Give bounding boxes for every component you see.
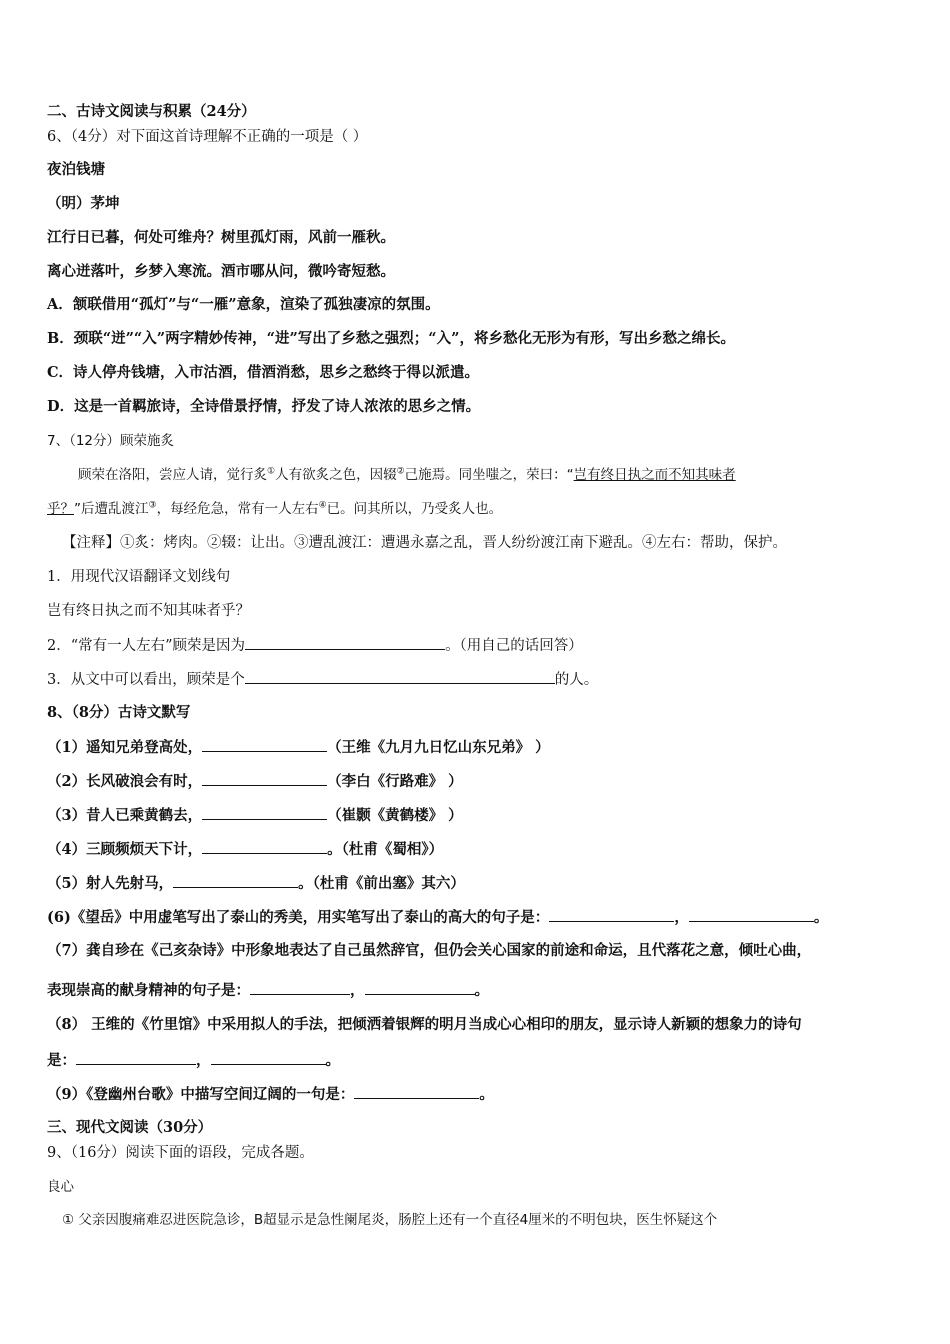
q7-passage-line-2: 乎？”后遭乱渡江③，每经危急，常有一人左右④已。问其所以，乃受炙人也。: [47, 500, 503, 517]
underlined-sentence-end: 乎？: [47, 501, 74, 517]
q7-sub-1-sentence: 岂有终日执之而不知其味者乎？: [47, 603, 250, 619]
answer-blank[interactable]: [245, 669, 555, 684]
answer-blank[interactable]: [689, 907, 814, 922]
q6-option-b: B．颈联“迸”“入”两字精妙传神，“进”写出了乡愁之强烈；“入”，将乡愁化无形为有形，写出乡愁之绵长。: [47, 330, 735, 347]
q6-option-d: D．这是一首羁旅诗，全诗借景抒情，抒发了诗人浓浓的思乡之情。: [47, 398, 481, 415]
section-3-title: 三、现代文阅读（30分）: [47, 1119, 213, 1136]
q8-item-6: (6)《望岳》中用虚笔写出了泰山的秀美，用实笔写出了泰山的高大的句子是： ， 。: [47, 909, 829, 926]
q7-passage-line-1: 顾荣在洛阳，尝应人请，觉行炙①人有欲炙之色，因辍②己施焉。同坐嗤之，荣曰：“岂有终日执之而不知其味者: [78, 466, 736, 483]
q8-item-7-line-2: 表现崇高的献身精神的句子是： ， 。: [47, 982, 489, 999]
poem-line-2: 离心迸落叶，乡梦入寒流。酒市哪从问，微吟寄短愁。: [47, 264, 395, 280]
answer-blank[interactable]: [202, 737, 327, 752]
answer-blank[interactable]: [76, 1050, 196, 1065]
q9-stem: 9、（16分）阅读下面的语段，完成各题。: [47, 1145, 314, 1161]
q7-stem: 7、（12分）顾荣施炙: [47, 433, 175, 449]
underlined-sentence: 岂有终日执之而不知其味者: [573, 467, 736, 483]
answer-blank[interactable]: [354, 1084, 479, 1099]
section-2-title: 二、古诗文阅读与积累（24分）: [47, 103, 256, 120]
q8-item-3: （3）昔人已乘黄鹤去， （崔颢《黄鹤楼》 ）: [47, 807, 463, 824]
answer-blank[interactable]: [211, 1050, 326, 1065]
q8-item-8-line-1: （8） 王维的《竹里馆》中采用拟人的手法，把倾洒着银辉的明月当成心心相印的朋友，显示诗人新颖的想象力的诗句: [47, 1016, 802, 1033]
q6-option-a: A．颔联借用“孤灯”与“一雁”意象，渲染了孤独凄凉的氛围。: [47, 296, 440, 313]
answer-blank[interactable]: [549, 907, 674, 922]
answer-blank[interactable]: [202, 771, 327, 786]
q8-item-5: （5）射人先射马， 。（杜甫《前出塞》其六）: [47, 875, 465, 892]
answer-blank[interactable]: [365, 980, 475, 995]
q7-sub-2: 2．“常有一人左右”顾荣是因为 。（用自己的话回答）: [47, 635, 583, 656]
q8-item-4: （4）三顾频烦天下计， 。（杜甫《蜀相》）: [47, 841, 444, 858]
answer-blank[interactable]: [245, 635, 445, 650]
q7-sub-1: 1．用现代汉语翻译文划线句: [47, 569, 231, 585]
q8-item-2: （2）长风破浪会有时， （李白《行路难》 ）: [47, 773, 463, 790]
poem-title: 夜泊钱塘: [47, 162, 105, 178]
q6-option-c: C．诗人停舟钱塘，入市沽酒，借酒消愁，思乡之愁终于得以派遣。: [47, 364, 480, 381]
q9-paragraph-1: ① 父亲因腹痛难忍进医院急诊，B超显示是急性阑尾炎，肠腔上还有一个直径4厘米的不明包块，医生怀疑这个: [62, 1212, 718, 1228]
poem-line-1: 江行日已暮，何处可维舟？树里孤灯雨，风前一雁秋。: [47, 230, 395, 246]
answer-blank[interactable]: [202, 805, 327, 820]
q8-item-8-line-2: 是： ， 。: [47, 1052, 340, 1069]
answer-blank[interactable]: [173, 873, 298, 888]
q7-sub-3: 3．从文中可以看出，顾荣是个 的人。: [47, 669, 598, 690]
poem-author: （明）茅坤: [47, 196, 120, 212]
answer-blank[interactable]: [202, 839, 327, 854]
q6-stem: 6、（4分）对下面这首诗理解不正确的一项是（ ）: [47, 129, 368, 145]
q9-passage-title: 良心: [47, 1179, 74, 1195]
q8-item-7-line-1: （7）龚自珍在《己亥杂诗》中形象地表达了自己虽然辞官，但仍会关心国家的前途和命运，且代落花之意，倾吐心曲，: [47, 942, 812, 959]
q8-item-9: （9）《登幽州台歌》中描写空间辽阔的一句是： 。: [47, 1086, 494, 1103]
q7-notes: 【注释】①炙：烤肉。②辍：让出。③遭乱渡江：遭遇永嘉之乱，晋人纷纷渡江南下避乱。④左右：帮助，保护。: [62, 535, 787, 551]
q8-stem: 8、（8分）古诗文默写: [47, 704, 191, 721]
q8-item-1: （1）遥知兄弟登高处， （王维《九月九日忆山东兄弟》 ）: [47, 739, 550, 756]
answer-blank[interactable]: [250, 980, 350, 995]
